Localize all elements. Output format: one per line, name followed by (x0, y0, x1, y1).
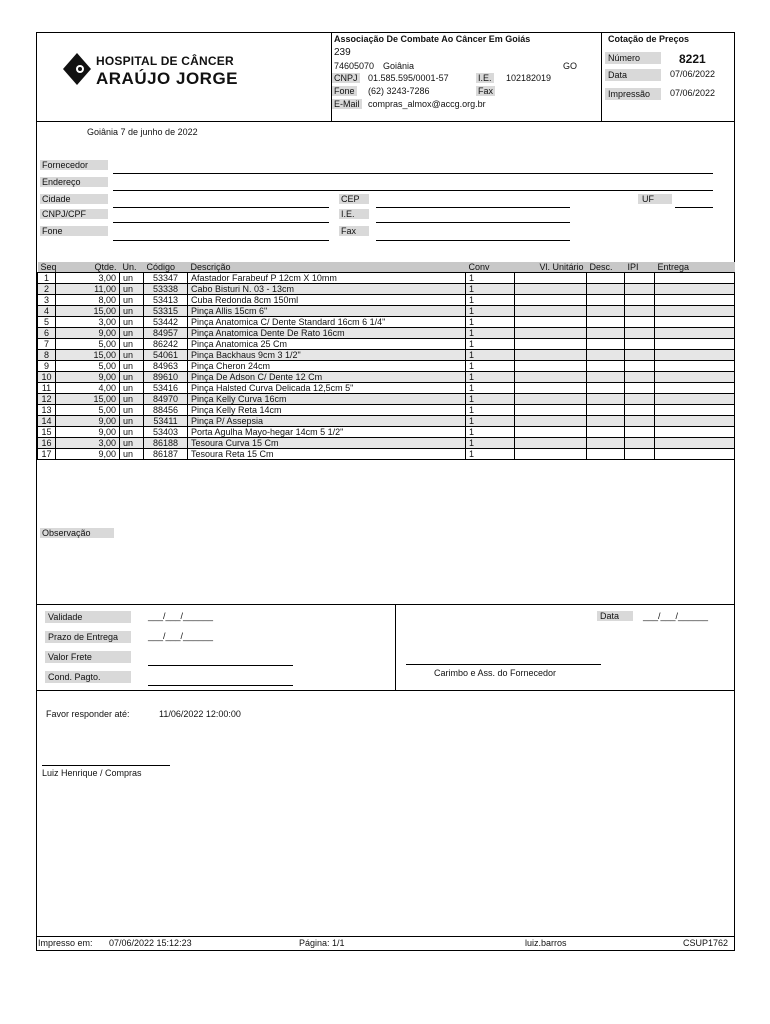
row-vl-unitario[interactable] (515, 416, 587, 427)
row-seq: 9 (38, 361, 56, 372)
row-desc[interactable] (587, 405, 625, 416)
row-descricao: Pinça Anatomica Dente De Rato 16cm (188, 328, 466, 339)
row-entrega[interactable] (655, 317, 735, 328)
row-conv: 1 (466, 405, 515, 416)
hospital-logo (62, 52, 92, 88)
row-qtde: 15,00 (56, 306, 120, 317)
row-ipi[interactable] (625, 405, 655, 416)
row-conv: 1 (466, 306, 515, 317)
table-row (38, 295, 735, 306)
reply-label: Favor responder até: (46, 709, 130, 719)
row-desc[interactable] (587, 449, 625, 460)
footer-user: luiz.barros (525, 938, 567, 948)
quote-title: Cotação de Preços (608, 34, 690, 44)
row-desc[interactable] (587, 284, 625, 295)
supplier-cnpj-label: CNPJ/CPF (40, 209, 108, 219)
row-un: un (120, 449, 144, 460)
row-ipi[interactable] (625, 317, 655, 328)
row-ipi[interactable] (625, 295, 655, 306)
row-vl-unitario[interactable] (515, 317, 587, 328)
row-vl-unitario[interactable] (515, 328, 587, 339)
row-desc[interactable] (587, 306, 625, 317)
row-un: un (120, 438, 144, 449)
row-seq: 12 (38, 394, 56, 405)
row-vl-unitario[interactable] (515, 405, 587, 416)
row-desc[interactable] (587, 416, 625, 427)
row-vl-unitario[interactable] (515, 284, 587, 295)
row-qtde: 8,00 (56, 295, 120, 306)
row-un: un (120, 350, 144, 361)
row-descricao: Tesoura Reta 15 Cm (188, 449, 466, 460)
row-seq: 15 (38, 427, 56, 438)
row-desc[interactable] (587, 427, 625, 438)
row-codigo: 84970 (144, 394, 188, 405)
row-ipi[interactable] (625, 328, 655, 339)
row-entrega[interactable] (655, 295, 735, 306)
row-descricao: Porta Agulha Mayo-hegar 14cm 5 1/2" (188, 427, 466, 438)
supplier-endereco-label: Endereço (40, 177, 108, 187)
row-ipi[interactable] (625, 427, 655, 438)
table-row (38, 394, 735, 405)
supplier-fax-line (376, 240, 570, 241)
row-codigo: 53315 (144, 306, 188, 317)
row-seq: 16 (38, 438, 56, 449)
supplier-ie-label: I.E. (339, 209, 369, 219)
row-desc[interactable] (587, 328, 625, 339)
row-seq: 10 (38, 372, 56, 383)
row-desc[interactable] (587, 317, 625, 328)
row-ipi[interactable] (625, 394, 655, 405)
row-entrega[interactable] (655, 383, 735, 394)
row-codigo: 53411 (144, 416, 188, 427)
row-codigo: 53347 (144, 273, 188, 284)
hospital-name-line1: HOSPITAL DE CÂNCER (96, 54, 234, 68)
org-number: 239 (334, 47, 351, 58)
row-codigo: 86187 (144, 449, 188, 460)
quote-print-label: Impressão (605, 88, 661, 100)
row-seq: 3 (38, 295, 56, 306)
row-un: un (120, 361, 144, 372)
row-seq: 17 (38, 449, 56, 460)
frete-line (148, 665, 293, 666)
row-conv: 1 (466, 273, 515, 284)
row-conv: 1 (466, 449, 515, 460)
supplier-endereco-line (113, 190, 713, 191)
row-qtde: 15,00 (56, 350, 120, 361)
row-entrega[interactable] (655, 339, 735, 350)
row-qtde: 9,00 (56, 449, 120, 460)
table-row (38, 438, 735, 449)
row-ipi[interactable] (625, 416, 655, 427)
col-desc: Desc. (587, 262, 625, 273)
org-ie-label: I.E. (478, 73, 492, 83)
row-conv: 1 (466, 350, 515, 361)
row-conv: 1 (466, 438, 515, 449)
row-qtde: 15,00 (56, 394, 120, 405)
row-ipi[interactable] (625, 306, 655, 317)
items-body (38, 273, 735, 460)
col-un: Un. (120, 262, 144, 273)
table-row (38, 383, 735, 394)
row-un: un (120, 328, 144, 339)
terms-vline (395, 604, 396, 690)
row-seq: 5 (38, 317, 56, 328)
row-entrega[interactable] (655, 273, 735, 284)
supplier-uf-line (675, 207, 713, 208)
row-qtde: 9,00 (56, 427, 120, 438)
row-un: un (120, 284, 144, 295)
org-cnpj: 01.585.595/0001-57 (368, 73, 449, 83)
row-qtde: 9,00 (56, 328, 120, 339)
row-un: un (120, 372, 144, 383)
signer-name: Luiz Henrique / Compras (42, 768, 142, 778)
row-codigo: 54061 (144, 350, 188, 361)
validade-blank: ___/___/______ (148, 611, 214, 621)
row-entrega[interactable] (655, 306, 735, 317)
row-ipi[interactable] (625, 438, 655, 449)
row-entrega[interactable] (655, 405, 735, 416)
row-seq: 7 (38, 339, 56, 350)
supplier-fone-line (113, 240, 329, 241)
terms-bottom-divider (36, 690, 735, 691)
reply-value: 11/06/2022 12:00:00 (159, 709, 241, 719)
row-qtde: 3,00 (56, 273, 120, 284)
row-conv: 1 (466, 372, 515, 383)
row-vl-unitario[interactable] (515, 372, 587, 383)
org-fax-label: Fax (478, 86, 494, 96)
items-header-row (38, 262, 735, 273)
supplier-cep-label: CEP (339, 194, 369, 204)
row-vl-unitario[interactable] (515, 350, 587, 361)
data-label: Data (597, 611, 633, 621)
row-entrega[interactable] (655, 284, 735, 295)
row-codigo: 89610 (144, 372, 188, 383)
footer-divider (36, 936, 735, 937)
row-ipi[interactable] (625, 383, 655, 394)
row-desc[interactable] (587, 361, 625, 372)
row-descricao: Pinça Kelly Curva 16cm (188, 394, 466, 405)
quote-number: 8221 (679, 52, 706, 66)
row-codigo: 86242 (144, 339, 188, 350)
validade-label: Validade (45, 611, 131, 623)
table-row (38, 350, 735, 361)
row-desc[interactable] (587, 394, 625, 405)
row-qtde: 5,00 (56, 339, 120, 350)
row-seq: 4 (38, 306, 56, 317)
row-conv: 1 (466, 427, 515, 438)
row-conv: 1 (466, 394, 515, 405)
supplier-cidade-label: Cidade (40, 194, 108, 204)
row-conv: 1 (466, 328, 515, 339)
header-divider (36, 121, 735, 122)
row-descricao: Pinça Anatomica C/ Dente Standard 16cm 6 1/4" (188, 317, 466, 328)
row-descricao: Pinça Allis 15cm 6" (188, 306, 466, 317)
row-entrega[interactable] (655, 427, 735, 438)
col-codigo: Código (144, 262, 188, 273)
org-email-label: E-Mail (334, 99, 360, 109)
prazo-blank: ___/___/______ (148, 631, 214, 641)
row-vl-unitario[interactable] (515, 295, 587, 306)
row-codigo: 53338 (144, 284, 188, 295)
row-desc[interactable] (587, 350, 625, 361)
row-desc[interactable] (587, 438, 625, 449)
row-conv: 1 (466, 317, 515, 328)
org-fone: (62) 3243-7286 (368, 86, 430, 96)
row-un: un (120, 427, 144, 438)
row-un: un (120, 416, 144, 427)
row-qtde: 3,00 (56, 317, 120, 328)
col-vl-unitario: Vl. Unitário (515, 262, 587, 273)
row-ipi[interactable] (625, 350, 655, 361)
row-seq: 6 (38, 328, 56, 339)
observacao-label: Observação (40, 528, 114, 538)
row-entrega[interactable] (655, 361, 735, 372)
row-vl-unitario[interactable] (515, 394, 587, 405)
supplier-fornecedor-label: Fornecedor (40, 160, 108, 170)
supplier-fax-label: Fax (339, 226, 369, 236)
place-date: Goiânia 7 de junho de 2022 (87, 127, 198, 137)
quote-number-label: Número (605, 52, 661, 64)
row-descricao: Tesoura Curva 15 Cm (188, 438, 466, 449)
row-vl-unitario[interactable] (515, 306, 587, 317)
org-ie: 102182019 (506, 73, 552, 83)
row-conv: 1 (466, 295, 515, 306)
footer-page: Página: 1/1 (299, 938, 345, 948)
row-qtde: 9,00 (56, 416, 120, 427)
row-un: un (120, 339, 144, 350)
row-seq: 13 (38, 405, 56, 416)
row-entrega[interactable] (655, 438, 735, 449)
row-desc[interactable] (587, 372, 625, 383)
table-row (38, 405, 735, 416)
row-un: un (120, 306, 144, 317)
table-row (38, 273, 735, 284)
row-descricao: Pinça P/ Assepsia (188, 416, 466, 427)
row-ipi[interactable] (625, 273, 655, 284)
table-row (38, 339, 735, 350)
org-cnpj-label: CNPJ (334, 73, 358, 83)
row-entrega[interactable] (655, 416, 735, 427)
row-codigo: 53442 (144, 317, 188, 328)
quote-print-date: 07/06/2022 (670, 88, 716, 98)
row-entrega[interactable] (655, 394, 735, 405)
row-descricao: Pinça Cheron 24cm (188, 361, 466, 372)
col-seq: Seq (38, 262, 56, 273)
row-entrega[interactable] (655, 372, 735, 383)
quote-date-label: Data (605, 69, 661, 81)
col-qtde: Qtde. (56, 262, 120, 273)
table-row (38, 372, 735, 383)
org-city: Goiânia (383, 61, 415, 71)
row-un: un (120, 394, 144, 405)
row-qtde: 5,00 (56, 405, 120, 416)
row-un: un (120, 273, 144, 284)
row-seq: 14 (38, 416, 56, 427)
row-desc[interactable] (587, 295, 625, 306)
prazo-label: Prazo de Entrega (45, 631, 131, 643)
row-vl-unitario[interactable] (515, 438, 587, 449)
items-table (37, 262, 735, 460)
row-descricao: Pinça Backhaus 9cm 3 1/2" (188, 350, 466, 361)
terms-top-divider (36, 604, 735, 605)
footer-printed: 07/06/2022 15:12:23 (109, 938, 192, 948)
org-cep: 74605070 (334, 61, 375, 71)
row-un: un (120, 317, 144, 328)
row-desc[interactable] (587, 339, 625, 350)
row-un: un (120, 295, 144, 306)
row-vl-unitario[interactable] (515, 361, 587, 372)
row-qtde: 3,00 (56, 438, 120, 449)
row-codigo: 84963 (144, 361, 188, 372)
table-row (38, 306, 735, 317)
frete-label: Valor Frete (45, 651, 131, 663)
header-vline-2 (601, 32, 602, 121)
org-fone-label: Fone (334, 86, 355, 96)
row-descricao: Pinça Anatomica 25 Cm (188, 339, 466, 350)
table-row (38, 416, 735, 427)
carimbo-label: Carimbo e Ass. do Fornecedor (434, 668, 557, 678)
supplier-fornecedor-line (113, 173, 713, 174)
table-row (38, 328, 735, 339)
row-qtde: 9,00 (56, 372, 120, 383)
footer-code: CSUP1762 (683, 938, 729, 948)
row-codigo: 88456 (144, 405, 188, 416)
row-conv: 1 (466, 284, 515, 295)
row-entrega[interactable] (655, 350, 735, 361)
row-un: un (120, 405, 144, 416)
supplier-uf-label: UF (638, 194, 672, 204)
row-conv: 1 (466, 416, 515, 427)
col-ipi: IPI (625, 262, 655, 273)
row-seq: 8 (38, 350, 56, 361)
col-conv: Conv (466, 262, 515, 273)
row-entrega[interactable] (655, 449, 735, 460)
supplier-fone-label: Fone (40, 226, 108, 236)
pagto-label: Cond. Pagto. (45, 671, 131, 683)
row-descricao: Cabo Bisturi N. 03 - 13cm (188, 284, 466, 295)
quote-date: 07/06/2022 (670, 69, 716, 79)
row-un: un (120, 383, 144, 394)
row-conv: 1 (466, 339, 515, 350)
table-row (38, 284, 735, 295)
supplier-ie-line (376, 222, 570, 223)
row-qtde: 11,00 (56, 284, 120, 295)
row-seq: 11 (38, 383, 56, 394)
row-ipi[interactable] (625, 361, 655, 372)
row-codigo: 84957 (144, 328, 188, 339)
row-conv: 1 (466, 361, 515, 372)
row-desc[interactable] (587, 273, 625, 284)
row-vl-unitario[interactable] (515, 427, 587, 438)
row-vl-unitario[interactable] (515, 449, 587, 460)
row-desc[interactable] (587, 383, 625, 394)
row-descricao: Pinça Halsted Curva Delicada 12,5cm 5" (188, 383, 466, 394)
row-qtde: 4,00 (56, 383, 120, 394)
col-descricao: Descrição (188, 262, 466, 273)
row-codigo: 86188 (144, 438, 188, 449)
row-descricao: Pinça Kelly Reta 14cm (188, 405, 466, 416)
table-row (38, 427, 735, 438)
row-seq: 2 (38, 284, 56, 295)
row-vl-unitario[interactable] (515, 273, 587, 284)
row-descricao: Cuba Redonda 8cm 150ml (188, 295, 466, 306)
row-qtde: 5,00 (56, 361, 120, 372)
org-email: compras_almox@accg.org.br (368, 99, 486, 109)
document-frame (36, 32, 735, 951)
row-codigo: 53416 (144, 383, 188, 394)
row-descricao: Pinça De Adson C/ Dente 12 Cm (188, 372, 466, 383)
table-row (38, 361, 735, 372)
col-entrega: Entrega (655, 262, 735, 273)
row-codigo: 53413 (144, 295, 188, 306)
hospital-name-line2: ARAÚJO JORGE (96, 69, 239, 88)
supplier-cep-line (376, 207, 570, 208)
data-blank: ___/___/______ (643, 611, 709, 621)
row-vl-unitario[interactable] (515, 339, 587, 350)
signer-line (42, 765, 170, 766)
row-codigo: 53403 (144, 427, 188, 438)
row-ipi[interactable] (625, 372, 655, 383)
org-name: Associação De Combate Ao Câncer Em Goiás (334, 34, 531, 44)
row-ipi[interactable] (625, 339, 655, 350)
carimbo-line (406, 664, 601, 665)
pagto-line (148, 685, 293, 686)
supplier-cnpj-line (113, 222, 329, 223)
org-state: GO (563, 61, 578, 71)
row-descricao: Afastador Farabeuf P 12cm X 10mm (188, 273, 466, 284)
row-vl-unitario[interactable] (515, 383, 587, 394)
logo-mark-icon (62, 52, 92, 86)
row-seq: 1 (38, 273, 56, 284)
row-entrega[interactable] (655, 328, 735, 339)
row-conv: 1 (466, 383, 515, 394)
row-ipi[interactable] (625, 449, 655, 460)
table-row (38, 449, 735, 460)
row-ipi[interactable] (625, 284, 655, 295)
table-row (38, 317, 735, 328)
footer-printed-label: Impresso em: (38, 938, 93, 948)
supplier-cidade-line (113, 207, 329, 208)
